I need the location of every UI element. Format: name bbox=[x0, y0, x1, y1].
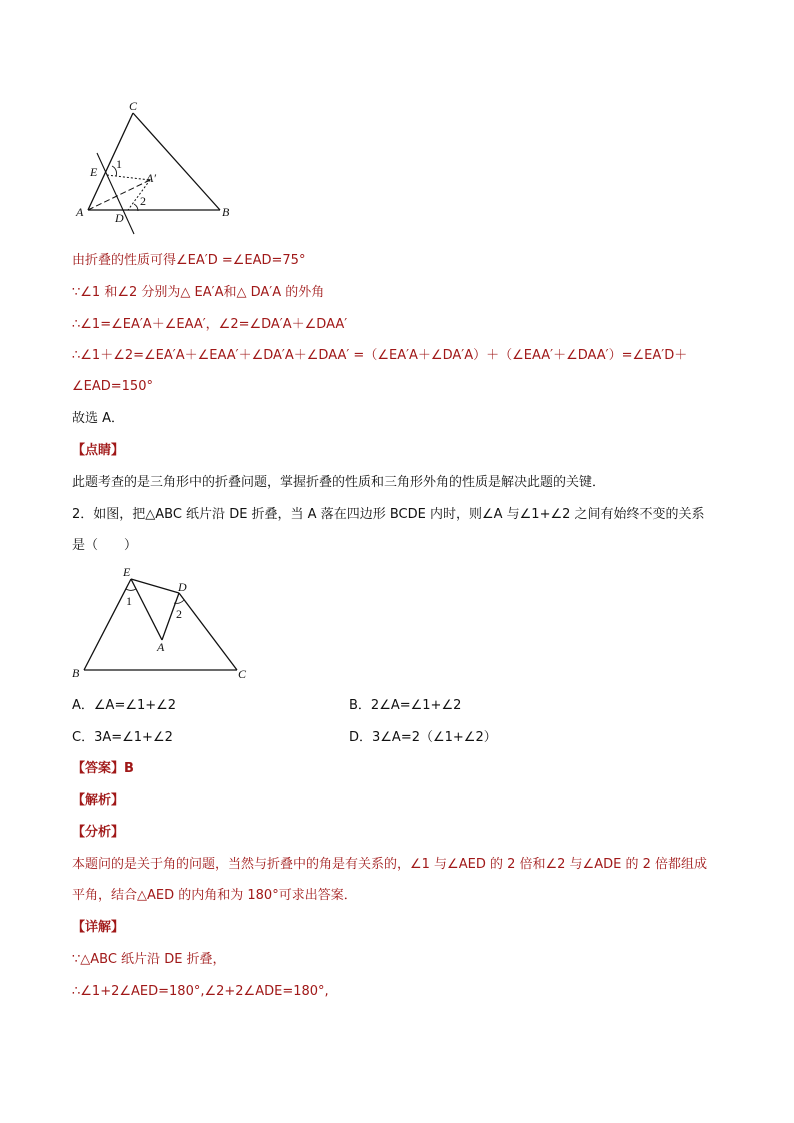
side-CB bbox=[133, 113, 220, 210]
commentary-text: 此题考查的是三角形中的折叠问题，掌握折叠的性质和三角形外角的性质是解决此题的关键． bbox=[72, 475, 606, 490]
detail-line2: ∴∠1+2∠AED=180°,∠2+2∠ADE=180°, bbox=[72, 984, 329, 999]
commentary-heading: 【点睛】 bbox=[72, 443, 125, 458]
solution1-line2: ∵∠1 和∠2 分别为△ EA′A和△ DA′A 的外角 bbox=[72, 285, 325, 300]
fenxi-line2: 平角，结合△AED 的内角和为 180°可求出答案． bbox=[72, 888, 357, 903]
option-D[interactable]: D．3∠A=2（∠1+∠2） bbox=[349, 730, 497, 745]
solution1-line4: ∴∠1＋∠2=∠EA′A＋∠EAA′＋∠DA′A＋∠DAA′ =（∠EA′A＋∠DA′A）＋（∠EAA′＋∠DAA′）=∠EA′D＋ bbox=[72, 348, 688, 363]
label-D: D bbox=[115, 211, 124, 225]
answer-label: 【答案】 bbox=[72, 761, 125, 776]
label-E: E bbox=[90, 165, 98, 179]
label-B: B bbox=[72, 666, 80, 680]
label-angle-1: 1 bbox=[116, 157, 122, 171]
label-D: D bbox=[178, 580, 187, 594]
option-C[interactable]: C．3A=∠1+∠2 bbox=[72, 730, 173, 745]
fenxi-line1: 本题问的是关于角的问题，当然与折叠中的角是有关系的，∠1 与∠AED 的 2 倍和∠2 与∠ADE 的 2 倍都组成 bbox=[72, 857, 707, 872]
fenxi-heading: 【分析】 bbox=[72, 825, 125, 840]
answer-row bbox=[72, 760, 134, 778]
option-B[interactable]: B．2∠A=∠1+∠2 bbox=[349, 698, 462, 713]
label-C: C bbox=[238, 667, 247, 681]
label-angle-2: 2 bbox=[176, 607, 182, 621]
angle-1-arc bbox=[126, 589, 136, 590]
detail-line1: ∵△ABC 纸片沿 DE 折叠， bbox=[72, 952, 226, 967]
side-BE bbox=[84, 579, 131, 670]
figure-2-folded-triangle bbox=[66, 563, 256, 685]
side-AC bbox=[88, 113, 133, 210]
label-angle-2: 2 bbox=[140, 194, 146, 208]
solution1-line3: ∴∠1=∠EA′A＋∠EAA′，∠2=∠DA′A＋∠DAA′ bbox=[72, 317, 348, 332]
question2-line2: 是（ ） bbox=[72, 538, 138, 553]
label-B: B bbox=[222, 205, 230, 219]
label-E: E bbox=[123, 565, 131, 579]
solution1-conclusion: 故选 A． bbox=[72, 411, 125, 426]
label-A-prime: A′ bbox=[146, 171, 156, 185]
option-A[interactable]: A．∠A=∠1+∠2 bbox=[72, 698, 177, 713]
label-C: C bbox=[129, 99, 138, 113]
solution1-line1: 由折叠的性质可得∠EA′D =∠EAD=75° bbox=[72, 253, 306, 268]
question2-line1: 2．如图，把△ABC 纸片沿 DE 折叠，当 A 落在四边形 BCDE 内时，则∠A 与∠1+∠2 之间有始终不变的关系 bbox=[72, 507, 705, 522]
fold-line-ED bbox=[131, 579, 179, 593]
solution1-line5: ∠EAD=150° bbox=[72, 379, 153, 394]
side-DC bbox=[179, 593, 237, 670]
label-A: A bbox=[76, 205, 84, 219]
segment-EA bbox=[131, 579, 162, 640]
detail-heading: 【详解】 bbox=[72, 920, 125, 935]
label-A: A bbox=[157, 640, 165, 654]
analysis-heading: 【解析】 bbox=[72, 793, 125, 808]
answer-value: B bbox=[124, 761, 134, 776]
label-angle-1: 1 bbox=[126, 594, 132, 608]
segment-EA-prime bbox=[107, 175, 150, 180]
figure-1-folded-triangle bbox=[72, 98, 242, 238]
